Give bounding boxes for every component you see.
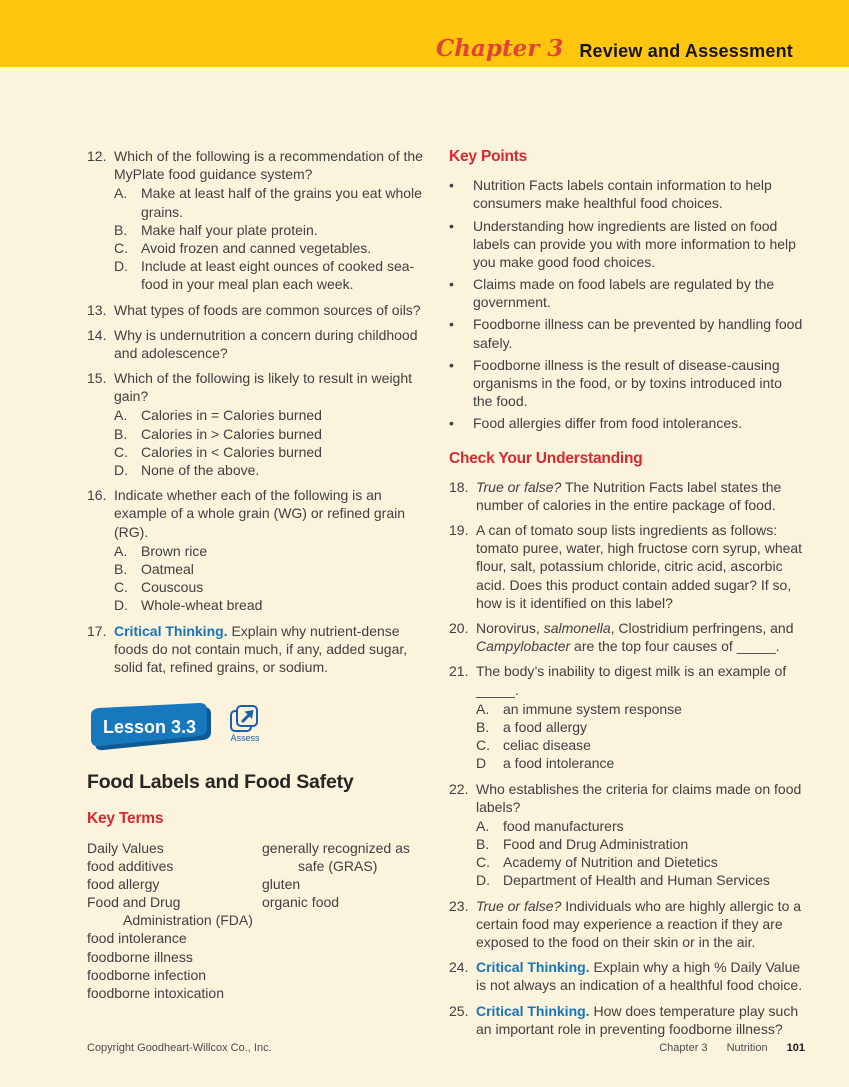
question-number: 25.: [449, 1002, 469, 1019]
question-number: 23.: [449, 897, 469, 914]
text-run: Campylobacter: [476, 638, 571, 655]
question-text: [114, 622, 427, 677]
option-item: [114, 443, 427, 461]
question-number: 20.: [449, 620, 469, 637]
option-item: [476, 718, 805, 736]
page-footer: [87, 1041, 805, 1055]
option-text: Avoid frozen and canned vegetables.: [141, 239, 372, 256]
option-item: [114, 578, 427, 596]
key-term: Food and Drug: [87, 894, 181, 911]
text-run: Explain why nutrient-dense foods do not contain much, if any, added sugar, solid fat, refined grains, or sodium.: [114, 622, 408, 675]
option-text: Brown rice: [141, 542, 208, 559]
option-item: [114, 425, 427, 443]
footer-book-title: Nutrition: [726, 1041, 768, 1054]
bullet-icon: •: [449, 217, 454, 234]
copyright-text: Copyright Goodheart-Willcox Co., Inc.: [87, 1041, 272, 1054]
question-item: [87, 301, 427, 319]
text-run: Norovirus,: [476, 620, 544, 637]
option-letter: D.: [114, 597, 128, 614]
question-text: [476, 1002, 805, 1038]
key-term: Administration (FDA): [123, 912, 253, 929]
key-terms-heading: Key Terms: [87, 810, 164, 828]
question-number: 12.: [87, 148, 107, 164]
option-item: [476, 871, 805, 889]
question-list-right: [449, 478, 805, 1038]
options-list: [114, 184, 427, 293]
option-text: Department of Health and Human Services: [503, 872, 770, 889]
option-text: Oatmeal: [141, 560, 194, 577]
question-number: 22.: [449, 780, 469, 797]
option-letter: D.: [476, 872, 490, 889]
question-item: [449, 478, 805, 514]
option-letter: D.: [114, 258, 128, 275]
key-term: foodborne infection: [87, 966, 207, 983]
text-run: Individuals who are highly allergic to a certain food may experience a reaction if they are exposed to the food on their skin or in the air.: [476, 897, 802, 951]
question-text: [476, 897, 805, 952]
question-text: [114, 301, 427, 319]
option-text: None of the above.: [141, 462, 260, 478]
question-item: [87, 486, 427, 614]
question-number: 24.: [449, 959, 469, 976]
lesson-badge-row: [87, 700, 427, 756]
key-point-item: [449, 315, 805, 351]
option-letter: A.: [476, 700, 490, 717]
lesson-section-title: Food Labels and Food Safety: [87, 771, 354, 794]
option-letter: D.: [114, 462, 128, 478]
option-letter: B.: [114, 221, 128, 238]
footer-folio: [643, 1041, 805, 1055]
option-text: Food and Drug Administration: [503, 836, 689, 853]
text-run: salmonella: [543, 620, 611, 637]
question-item: [87, 326, 427, 362]
question-number: 18.: [449, 478, 469, 495]
question-item: [87, 622, 427, 677]
option-item: [114, 184, 427, 220]
key-terms-list: [87, 839, 427, 1003]
key-terms-column-2: [262, 839, 410, 1003]
option-text: celiac disease: [503, 737, 591, 754]
text-run: Which of the following is likely to result in weight gain?: [114, 370, 413, 405]
question-number: 15.: [87, 370, 107, 387]
option-item: [114, 560, 427, 578]
key-term: gluten: [262, 875, 301, 892]
bullet-icon: •: [449, 177, 454, 194]
assess-link[interactable]: [229, 704, 261, 744]
key-point-text: Nutrition Facts labels contain information to help consumers make healthful food choices.: [473, 177, 772, 212]
text-run: Critical Thinking.: [114, 622, 228, 639]
bullet-icon: •: [449, 356, 454, 373]
option-item: [114, 239, 427, 257]
option-item: [476, 754, 805, 772]
question-item: [87, 147, 427, 294]
bullet-icon: •: [449, 415, 454, 432]
question-text: [476, 521, 805, 612]
key-term: food additives: [87, 857, 174, 874]
key-term: organic food: [262, 894, 340, 911]
text-run: The Nutrition Facts label states the number of calories in the entire package of food.: [476, 478, 782, 513]
option-item: [114, 542, 427, 560]
chapter-label: Chapter 3: [435, 35, 564, 62]
text-run: Critical Thinking.: [476, 1002, 590, 1019]
key-points-heading: Key Points: [449, 148, 528, 165]
options-list: [114, 406, 427, 479]
option-item: [114, 461, 427, 479]
text-run: are the top four causes of _____.: [570, 638, 780, 655]
key-point-item: [449, 275, 805, 311]
bullet-icon: •: [449, 316, 454, 333]
page-number: 101: [786, 1041, 805, 1054]
option-letter: C.: [476, 854, 490, 871]
option-letter: B.: [114, 560, 128, 577]
options-list: [476, 700, 805, 773]
lesson-badge-label: Lesson 3.3: [103, 717, 197, 738]
option-text: a food allergy: [503, 718, 588, 735]
lesson-badge: [87, 700, 215, 752]
text-run: What types of foods are common sources of oils?: [114, 301, 421, 318]
key-term: generally recognized as: [262, 839, 410, 856]
text-run: How does temperature play such an important role in preventing foodborne illness?: [476, 1002, 799, 1037]
chapter-header-band: [0, 0, 849, 67]
key-term: safe (GRAS): [298, 857, 378, 874]
question-item: [449, 897, 805, 952]
option-text: Academy of Nutrition and Dietetics: [503, 854, 718, 871]
key-point-item: [449, 356, 805, 411]
option-item: [114, 221, 427, 239]
question-item: [449, 662, 805, 772]
question-text: [114, 326, 427, 362]
option-text: Calories in = Calories burned: [141, 407, 322, 424]
question-text: [476, 478, 805, 514]
key-points-list: [449, 176, 805, 432]
question-number: 13.: [87, 301, 107, 318]
footer-chapter: Chapter 3: [659, 1041, 708, 1054]
option-item: [114, 596, 427, 614]
question-list-left: [87, 147, 427, 676]
option-text: Couscous: [141, 579, 204, 596]
question-number: 14.: [87, 326, 107, 343]
key-point-item: [449, 414, 805, 432]
bullet-icon: •: [449, 276, 454, 293]
options-list: [476, 817, 805, 890]
key-point-text: Claims made on food labels are regulated by the government.: [473, 276, 775, 311]
question-item: [449, 619, 805, 655]
page-title: Review and Assessment: [579, 41, 793, 61]
option-letter: A.: [476, 817, 490, 834]
question-item: [449, 780, 805, 890]
question-number: 21.: [449, 663, 469, 680]
question-item: [449, 1002, 805, 1038]
text-run: Indicate whether each of the following is an example of a whole grain (WG) or refined grain (RG).: [114, 487, 406, 540]
option-letter: B.: [114, 425, 128, 442]
question-text: [476, 958, 805, 994]
key-term: foodborne illness: [87, 948, 193, 965]
key-point-text: Foodborne illness can be prevented by handling food safely.: [473, 316, 803, 351]
option-text: an immune system response: [503, 700, 682, 717]
option-text: Whole-wheat bread: [141, 597, 263, 614]
option-item: [476, 853, 805, 871]
text-run: True or false?: [476, 478, 562, 495]
key-point-item: [449, 217, 805, 272]
key-term: Daily Values: [87, 839, 164, 856]
option-item: [476, 835, 805, 853]
option-letter: C.: [476, 737, 490, 754]
option-item: [476, 736, 805, 754]
option-letter: A.: [114, 185, 128, 202]
key-terms-column-1: [87, 839, 262, 1003]
option-item: [476, 817, 805, 835]
key-point-text: Foodborne illness is the result of disease-causing organisms in the food, or by toxins introduced into the food.: [473, 356, 782, 410]
text-run: True or false?: [476, 897, 562, 914]
option-text: Calories in > Calories burned: [141, 425, 322, 442]
option-letter: D: [476, 755, 487, 772]
key-point-text: Understanding how ingredients are listed on food labels can provide you with more information to help you make good food choices.: [473, 217, 796, 270]
question-text: [476, 619, 805, 655]
left-column: [87, 147, 427, 1045]
option-letter: C.: [114, 239, 128, 256]
option-text: Make half your plate protein.: [141, 221, 318, 238]
option-text: Calories in < Calories burned: [141, 443, 322, 460]
options-list: [114, 542, 427, 615]
option-item: [114, 257, 427, 293]
question-number: 19.: [449, 522, 469, 539]
option-text: Include at least eight ounces of cooked sea-food in your meal plan each week.: [141, 258, 415, 293]
option-item: [114, 406, 427, 424]
option-item: [476, 700, 805, 718]
key-term: food allergy: [87, 875, 160, 892]
question-text: [114, 147, 427, 294]
text-run: A can of tomato soup lists ingredients as follows: tomato puree, water, high fructose corn syrup, wheat flour, salt, potassium chloride, citric acid, ascorbic acid. Does this product contain added sugar? If so, how is it identified on this label?: [476, 522, 803, 611]
key-term: foodborne intoxication: [87, 985, 224, 1002]
option-text: food manufacturers: [503, 817, 624, 834]
question-number: 16.: [87, 487, 107, 504]
assess-label: Assess: [230, 733, 260, 744]
assess-icon: [229, 704, 261, 734]
question-text: [476, 780, 805, 890]
key-point-text: Food allergies differ from food intolerances.: [473, 415, 742, 432]
option-text: a food intolerance: [503, 755, 615, 772]
text-run: Who establishes the criteria for claims made on food labels?: [476, 780, 802, 815]
option-text: Make at least half of the grains you eat whole grains.: [141, 185, 422, 220]
key-point-item: [449, 176, 805, 212]
question-number: 17.: [87, 622, 107, 639]
option-letter: A.: [114, 542, 128, 559]
question-item: [449, 958, 805, 994]
question-text: [114, 486, 427, 614]
text-run: Critical Thinking.: [476, 959, 590, 976]
option-letter: A.: [114, 407, 128, 424]
option-letter: C.: [114, 579, 128, 596]
text-run: Which of the following is a recommendation of the MyPlate food guidance system?: [114, 148, 423, 183]
right-column: [449, 147, 805, 1045]
option-letter: B.: [476, 836, 490, 853]
question-text: [476, 662, 805, 772]
check-understanding-heading: Check Your Understanding: [449, 449, 643, 467]
text-run: , Clostridium perfringens, and: [610, 620, 794, 637]
question-text: [114, 369, 427, 479]
text-run: The body’s inability to digest milk is an example of _____.: [476, 663, 787, 698]
option-letter: B.: [476, 718, 490, 735]
question-item: [87, 369, 427, 479]
key-term: food intolerance: [87, 930, 187, 947]
question-item: [449, 521, 805, 612]
text-run: Explain why a high % Daily Value is not always an indication of a healthful food choice.: [476, 959, 803, 994]
option-letter: C.: [114, 443, 128, 460]
page-content: [0, 67, 849, 1045]
text-run: Why is undernutrition a concern during childhood and adolescence?: [114, 326, 418, 361]
